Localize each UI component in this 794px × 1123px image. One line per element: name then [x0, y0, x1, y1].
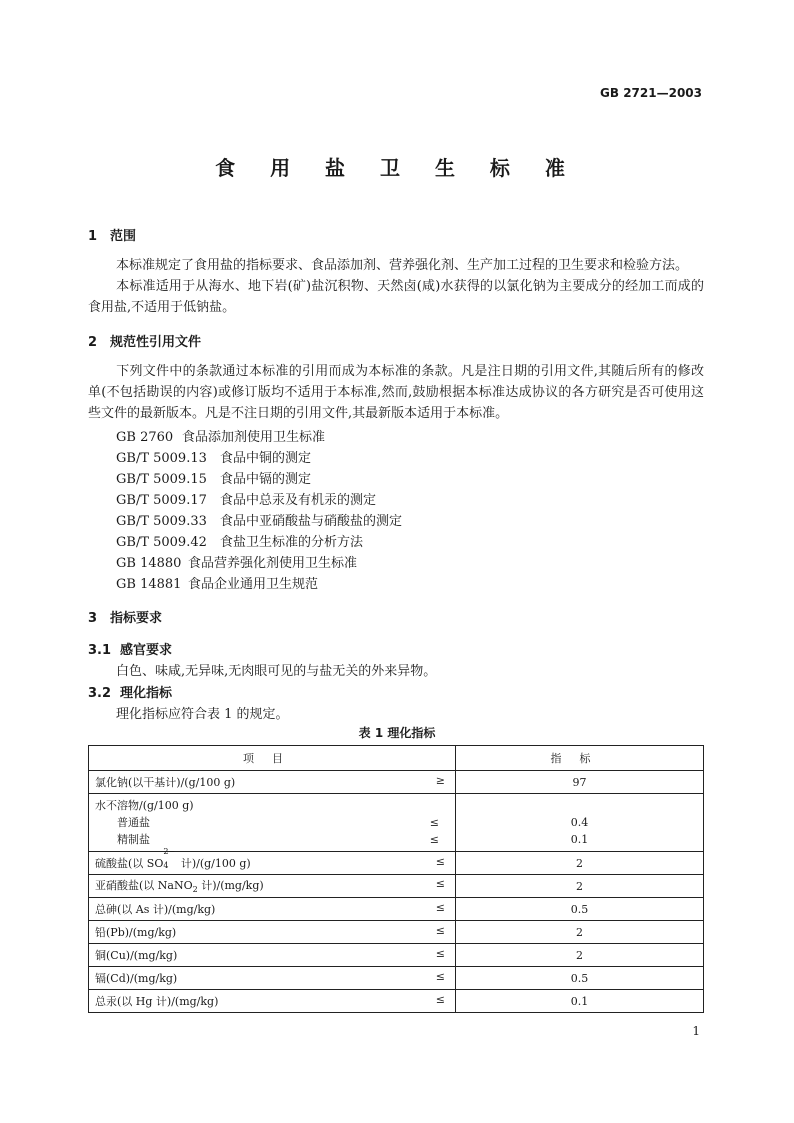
section-1-paragraph-1: 本标准规定了食用盐的指标要求、食品添加剂、营养强化剂、生产加工过程的卫生要求和检验方法。: [116, 258, 689, 273]
reference-item: GB/T 5009.42 食盐卫生标准的分析方法: [116, 535, 364, 550]
reference-item: GB/T 5009.33 食品中亚硝酸盐与硝酸盐的测定: [116, 514, 403, 529]
section-2-title: 规范性引用文件: [110, 335, 202, 350]
table-row: 总砷(以 As 计)/(mg/kg) ≤ 0.5: [89, 898, 704, 921]
reference-item: GB 2760 食品添加剂使用卫生标准: [116, 430, 326, 445]
section-2-paragraph-1: 下列文件中的条款通过本标准的引用而成为本标准的条款。凡是注日期的引用文件,其随后所有的修改单(不包括勘误的内容)或修订版均不适用于本标准,然而,鼓励根据本标准达成协议的各方研究是否可使用这些文件的最新版本。凡是不注日期的引用文件,其最新版本适用于本标准。: [88, 364, 704, 421]
reference-item: GB/T 5009.15 食品中镉的测定: [116, 472, 312, 487]
table-row: 镉(Cd)/(mg/kg) ≤ 0.5: [89, 967, 704, 990]
table-header-row: [89, 746, 704, 771]
section-1-title: 范围: [110, 229, 137, 244]
reference-item: GB 14880 食品营养强化剂使用卫生标准: [116, 556, 358, 571]
table-row: 铜(Cu)/(mg/kg) ≤ 2: [89, 944, 704, 967]
page-number: 1: [692, 1024, 700, 1038]
table-row: 亚硝酸盐(以 NaNO$_2$ 计)/(mg/kg) ≤ 2: [89, 875, 704, 898]
header-value: 指标: [456, 746, 704, 771]
section-1-number: 1: [88, 229, 98, 244]
reference-item: GB/T 5009.13 食品中铜的测定: [116, 451, 312, 466]
section-3-1-text: 白色、味咸,无异味,无肉眼可见的与盐无关的外来异物。: [116, 664, 437, 679]
section-1-heading: [88, 225, 136, 244]
standard-code: GB 2721—2003: [600, 86, 702, 100]
table-caption: 表 1 理化指标: [358, 726, 436, 740]
section-3-2-text: 理化指标应符合表 1 的规定。: [116, 707, 289, 722]
section-1-paragraph-2: 本标准适用于从海水、地下岩(矿)盐沉积物、天然卤(咸)水获得的以氯化钠为主要成分的经加工而成的食用盐,不适用于低钠盐。: [88, 279, 704, 315]
document-title: 食 用 盐 卫 生 标 准: [215, 156, 579, 180]
table-row: 氯化钠(以干基计)/(g/100 g) ≥ 97: [89, 771, 704, 794]
specification-table: [88, 745, 704, 1013]
section-3-2-heading: 3.2 理化指标: [88, 686, 173, 701]
table-row: 铅(Pb)/(mg/kg) ≤ 2: [89, 921, 704, 944]
section-3-heading: [88, 607, 162, 626]
section-3-title: 指标要求: [110, 611, 163, 626]
section-3-number: 3: [88, 611, 98, 626]
table-row: 硫酸盐(以 SO 4 2− 计)/(g/100 g) ≤ 2: [89, 852, 704, 875]
header-item: 项目: [89, 746, 456, 771]
section-2-number: 2: [88, 335, 98, 350]
section-3-1-heading: 3.1 感官要求: [88, 643, 173, 658]
table-row: 总汞(以 Hg 计)/(mg/kg) ≤ 0.1: [89, 990, 704, 1013]
table-row: 水不溶物/(g/100 g) 普通盐 ≤ 精制盐 ≤ 0.4 0.1: [89, 794, 704, 852]
section-2-heading: [88, 331, 201, 350]
reference-item: GB 14881 食品企业通用卫生规范: [116, 577, 319, 592]
reference-item: GB/T 5009.17 食品中总汞及有机汞的测定: [116, 493, 377, 508]
